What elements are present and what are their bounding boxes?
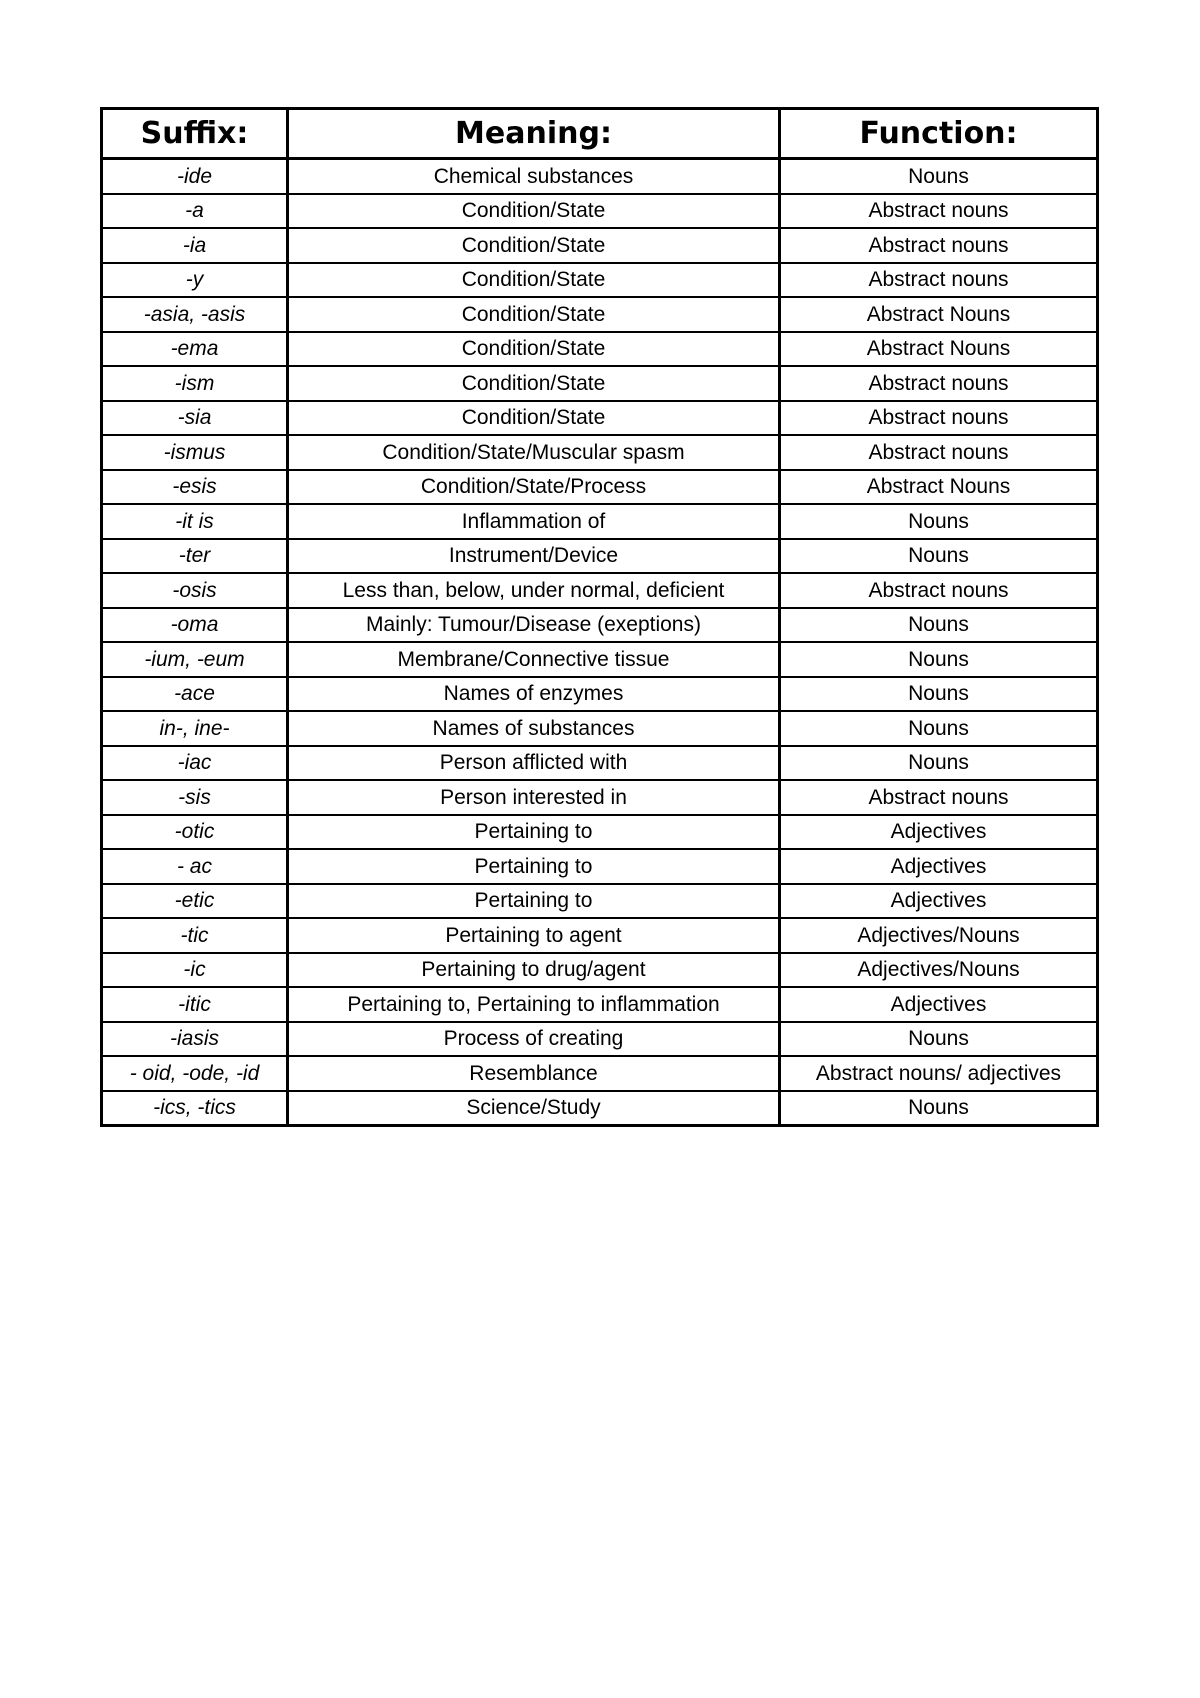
function-cell: Abstract nouns [780,228,1098,263]
meaning-cell: Pertaining to [288,849,780,884]
suffix-cell: -ismus [102,435,288,470]
meaning-cell: Condition/State [288,332,780,367]
suffix-cell: - oid, -ode, -id [102,1056,288,1091]
function-cell: Nouns [780,608,1098,643]
suffix-cell: -sis [102,780,288,815]
table-row [102,918,1098,953]
suffix-cell: -asia, -asis [102,297,288,332]
table-header-row [102,109,1098,159]
meaning-cell: Person afflicted with [288,746,780,781]
meaning-cell: Condition/State [288,401,780,436]
table-row [102,780,1098,815]
suffix-cell: -ter [102,539,288,574]
function-cell: Adjectives [780,849,1098,884]
suffix-cell: -tic [102,918,288,953]
function-cell: Abstract Nouns [780,470,1098,505]
function-cell: Nouns [780,711,1098,746]
meaning-cell: Names of enzymes [288,677,780,712]
function-cell: Nouns [780,1022,1098,1057]
suffix-cell: -esis [102,470,288,505]
meaning-cell: Inflammation of [288,504,780,539]
table-row [102,1091,1098,1126]
table-row [102,711,1098,746]
meaning-cell: Resemblance [288,1056,780,1091]
meaning-cell: Condition/State [288,228,780,263]
function-cell: Adjectives/Nouns [780,918,1098,953]
function-cell: Nouns [780,504,1098,539]
suffix-cell: in-, ine- [102,711,288,746]
header-meaning: Meaning: [288,109,780,159]
table-row [102,401,1098,436]
meaning-cell: Person interested in [288,780,780,815]
meaning-cell: Condition/State [288,297,780,332]
table-row [102,504,1098,539]
suffix-cell: -iac [102,746,288,781]
function-cell: Nouns [780,677,1098,712]
table-row [102,642,1098,677]
function-cell: Abstract nouns [780,573,1098,608]
suffix-table [100,107,1099,1127]
suffix-cell: -ium, -eum [102,642,288,677]
meaning-cell: Membrane/Connective tissue [288,642,780,677]
function-cell: Abstract nouns [780,435,1098,470]
meaning-cell: Pertaining to drug/agent [288,953,780,988]
function-cell: Adjectives/Nouns [780,953,1098,988]
table-row [102,470,1098,505]
suffix-cell: -sia [102,401,288,436]
function-cell: Adjectives [780,884,1098,919]
table-row [102,332,1098,367]
meaning-cell: Pertaining to agent [288,918,780,953]
table-row [102,435,1098,470]
table-row [102,1022,1098,1057]
table-row [102,228,1098,263]
meaning-cell: Instrument/Device [288,539,780,574]
meaning-cell: Condition/State/Muscular spasm [288,435,780,470]
table-row [102,884,1098,919]
function-cell: Nouns [780,159,1098,194]
meaning-cell: Condition/State [288,366,780,401]
suffix-cell: -it is [102,504,288,539]
meaning-cell: Names of substances [288,711,780,746]
suffix-cell: -osis [102,573,288,608]
function-cell: Abstract Nouns [780,332,1098,367]
function-cell: Nouns [780,1091,1098,1126]
function-cell: Abstract Nouns [780,297,1098,332]
function-cell: Nouns [780,642,1098,677]
table-row [102,539,1098,574]
suffix-cell: -ism [102,366,288,401]
table-row [102,297,1098,332]
function-cell: Adjectives [780,815,1098,850]
header-suffix: Suffix: [102,109,288,159]
table-row [102,366,1098,401]
suffix-cell: -oma [102,608,288,643]
table-row [102,953,1098,988]
function-cell: Adjectives [780,987,1098,1022]
header-function: Function: [780,109,1098,159]
function-cell: Abstract nouns [780,401,1098,436]
function-cell: Abstract nouns [780,366,1098,401]
function-cell: Nouns [780,539,1098,574]
table-row [102,263,1098,298]
suffix-cell: -y [102,263,288,298]
suffix-cell: -a [102,194,288,229]
suffix-cell: -itic [102,987,288,1022]
suffix-cell: -ema [102,332,288,367]
table-row [102,194,1098,229]
function-cell: Abstract nouns [780,263,1098,298]
function-cell: Nouns [780,746,1098,781]
suffix-cell: - ac [102,849,288,884]
suffix-cell: -ics, -tics [102,1091,288,1126]
meaning-cell: Less than, below, under normal, deficient [288,573,780,608]
meaning-cell: Chemical substances [288,159,780,194]
suffix-cell: -ide [102,159,288,194]
table-row [102,746,1098,781]
table-row [102,987,1098,1022]
suffix-cell: -iasis [102,1022,288,1057]
table-row [102,1056,1098,1091]
meaning-cell: Pertaining to, Pertaining to inflammation [288,987,780,1022]
table-row [102,608,1098,643]
function-cell: Abstract nouns [780,194,1098,229]
function-cell: Abstract nouns [780,780,1098,815]
meaning-cell: Mainly: Tumour/Disease (exeptions) [288,608,780,643]
meaning-cell: Process of creating [288,1022,780,1057]
meaning-cell: Pertaining to [288,815,780,850]
table-row [102,159,1098,194]
suffix-cell: -ia [102,228,288,263]
table-row [102,849,1098,884]
suffix-cell: -ace [102,677,288,712]
table-body [102,159,1098,1126]
meaning-cell: Science/Study [288,1091,780,1126]
suffix-cell: -ic [102,953,288,988]
meaning-cell: Condition/State/Process [288,470,780,505]
meaning-cell: Condition/State [288,263,780,298]
function-cell: Abstract nouns/ adjectives [780,1056,1098,1091]
suffix-cell: -etic [102,884,288,919]
table-row [102,815,1098,850]
meaning-cell: Condition/State [288,194,780,229]
table-row [102,677,1098,712]
suffix-cell: -otic [102,815,288,850]
table-row [102,573,1098,608]
meaning-cell: Pertaining to [288,884,780,919]
